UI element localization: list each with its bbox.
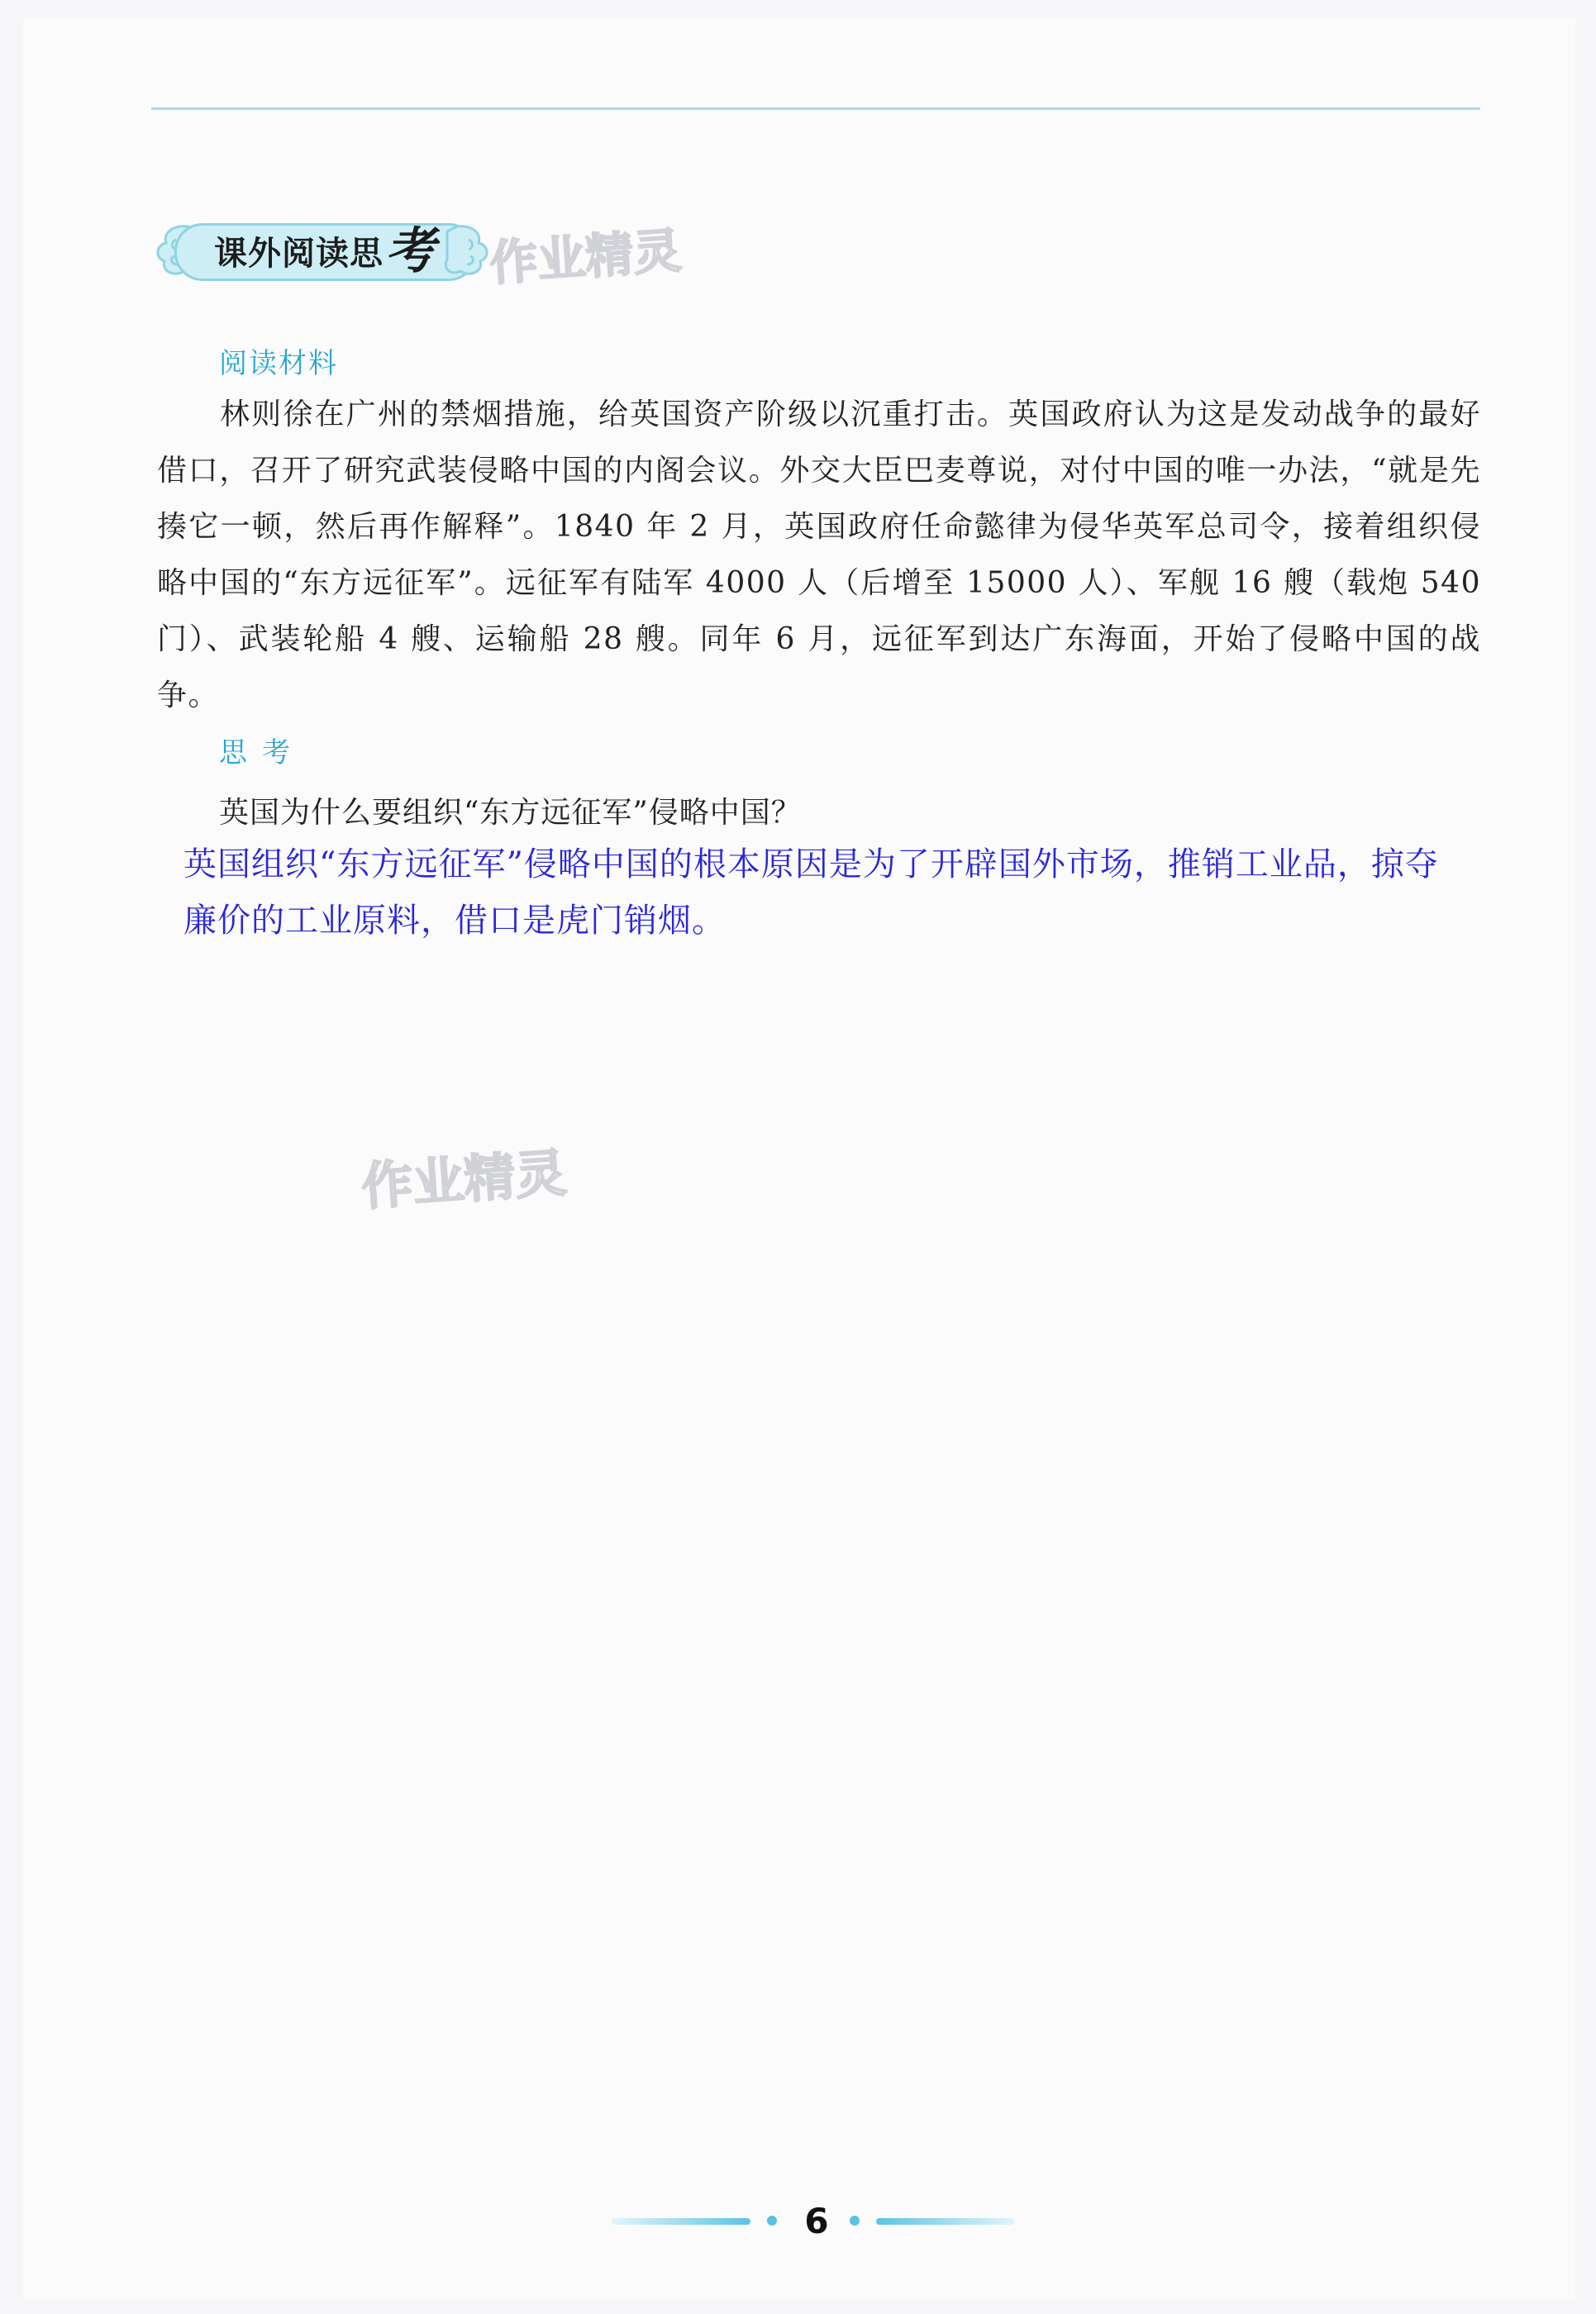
footer-line-left [612,2218,750,2225]
section-title-main: 课外阅读思 [214,235,384,273]
section-title-big-char: 考 [385,222,436,280]
reading-heading: 阅读材料 [219,347,338,380]
page-footer [612,2198,1008,2245]
top-rule [151,107,1480,110]
section-title [214,222,436,280]
reading-paragraph: 林则徐在广州的禁烟措施，给英国资产阶级以沉重打击。英国政府认为这是发动战争的最好借口，召开了研究武装侵略中国的内阁会议。外交大臣巴麦尊说，对付中国的唯一办法，“就是先揍它一顿，然后再作解释”。1840 年 2 月，英国政府任命懿律为侵华英军总司令，接着组织侵略中国的“东方远征军”。远征军有陆军 4000 人（后增至 15000 人）、军舰 16 艘（载炮 540 门）、武装轮船 4 艘、运输船 28 艘。同年 6 月，远征军到达广东海面，开始了侵略中国的战争。 [157,398,1481,712]
section-banner [151,215,498,286]
footer-dot-left [767,2216,777,2226]
think-question: 英国为什么要组织“东方远征军”侵略中国？ [219,796,802,830]
footer-dot-right [850,2216,860,2226]
think-heading: 思考 [219,736,305,769]
handwritten-answer: 英国组织“东方远征军”侵略中国的根本原因是为了开辟国外市场，推销工业品，掠夺廉价的工业原料，借口是虎门销烟。 [183,845,1439,940]
cloud-ornament-right-icon [441,220,493,279]
watermark-top: 作业精灵 [488,221,684,292]
page-number: 6 [804,2201,829,2241]
watermark-middle: 作业精灵 [360,1142,569,1217]
footer-line-right [876,2218,1015,2225]
